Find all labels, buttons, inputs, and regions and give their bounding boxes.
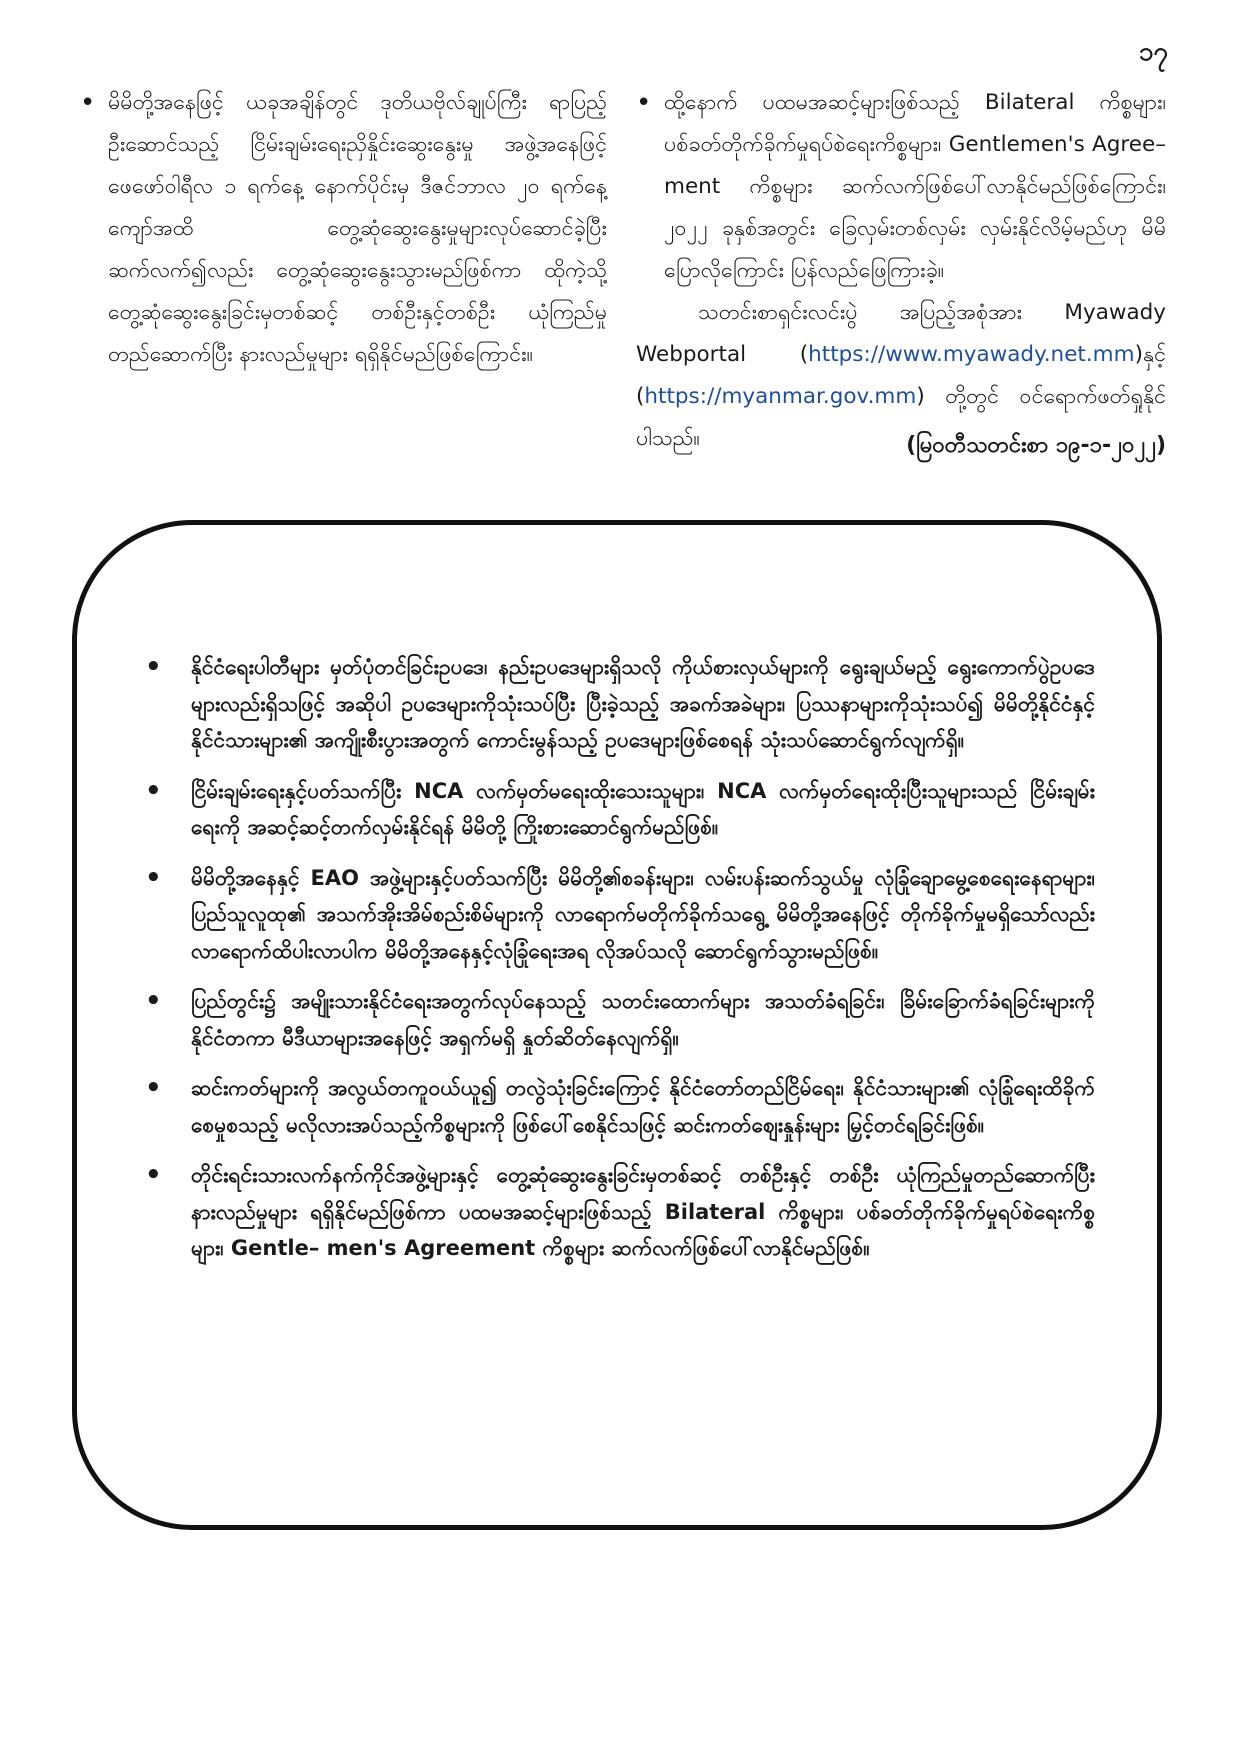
myanmar-gov-link[interactable]: https://myanmar.gov.mm	[644, 384, 917, 409]
portal-text-after: ) တို့တွင် ဝင်ရောက်ဖတ်ရှုနိုင်ပါသည်။	[636, 384, 1166, 451]
portal-text-before: သတင်းစာရှင်းလင်းပွဲ အပြည့်အစုံအား Myawady Webportal (	[636, 300, 1166, 367]
summary-box	[72, 520, 1162, 1530]
myawady-link[interactable]: https://www.myawady.net.mm	[808, 342, 1135, 367]
source-citation: (မြဝတီသတင်းစာ ၁၉-၁-၂၀၂၂)	[906, 433, 1166, 458]
summary-list	[137, 649, 1095, 1281]
left-column	[80, 82, 607, 376]
summary-item: • ငြိမ်းချမ်းရေးနှင့်ပတ်သက်ပြီး NCA လက်မှတ်မရေးထိုးသေးသူများ၊ NCA လက်မှတ်ရေးထိုးပြီးသူများသည် ငြိမ်းချမ်းရေးကို အဆင့်ဆင့်တက်လှမ်းနိုင်ရန် မိမိတို့ ကြိုးစားဆောင်ရွက်မည်ဖြစ်။	[137, 773, 1095, 846]
left-bullet-paragraph: • မိမိတို့အနေဖြင့် ယခုအချိန်တွင် ဒုတိယဗိုလ်ချုပ်ကြီး ရာပြည့် ဦးဆောင်သည့် ငြိမ်းချမ်းရေးညှိနှိုင်းဆွေးနွေးမှု အဖွဲ့အနေဖြင့် ဖေဖော်ဝါရီလ ၁ ရက်နေ့ နောက်ပိုင်းမှ ဒီဇင်ဘာလ ၂၀ ရက်နေ့ကျော်အထိ တွေ့ဆုံဆွေးနွေးမှုများလုပ်ဆောင်ခဲ့ပြီး ဆက်လက်၍လည်း တွေ့ဆုံဆွေးနွေးသွားမည်ဖြစ်ကာ ထိုကဲ့သို့ တွေ့ဆုံဆွေးနွေးခြင်းမှတစ်ဆင့် တစ်ဦးနှင့်တစ်ဦး ယုံကြည်မှုတည်ဆောက်ပြီး နားလည်မှုများ ရရှိနိုင်မည်ဖြစ်ကြောင်း။	[80, 82, 607, 376]
right-column	[636, 82, 1166, 460]
right-bullet-paragraph: • ထို့နောက် ပထမအဆင့်များဖြစ်သည့် Bilateral ကိစ္စများ၊ ပစ်ခတ်တိုက်ခိုက်မှုရပ်စဲရေးကိစ္စများ၊ Gentlemen's Agree–ment ကိစ္စများ ဆက်လက်ဖြစ်ပေါ်လာနိုင်မည်ဖြစ်ကြောင်း၊ ၂၀၂၂ ခုနှစ်အတွင်း ခြေလှမ်းတစ်လှမ်း လှမ်းနိုင်လိမ့်မည်ဟု မိမိပြောလိုကြောင်း ပြန်လည်ဖြေကြားခဲ့။	[636, 82, 1166, 292]
summary-item: • နိုင်ငံရေးပါတီများ မှတ်ပုံတင်ခြင်းဥပဒေ၊ နည်းဥပဒေများရှိသလို ကိုယ်စားလှယ်များကို ရွေးချယ်မည့် ရွေးကောက်ပွဲဥပဒေများလည်းရှိသဖြင့် အဆိုပါ ဥပဒေများကိုသုံးသပ်ပြီး ပြီးခဲ့သည့် အခက်အခဲများ၊ ပြဿနာများကိုသုံးသပ်၍ မိမိတို့နိုင်ငံနှင့် နိုင်ငံသားများ၏ အကျိုးစီးပွားအတွက် ကောင်းမွန်သည့် ဥပဒေများဖြစ်စေရန် သုံးသပ်ဆောင်ရွက်လျက်ရှိ။	[137, 649, 1095, 759]
portal-text-middle: )နှင့် (	[636, 342, 1166, 409]
page-number: ၁၇	[1138, 37, 1168, 67]
summary-item: • ပြည်တွင်း၌ အမျိုးသားနိုင်ငံရေးအတွက်လုပ်နေသည့် သတင်းထောက်များ အသတ်ခံရခြင်း၊ ခြိမ်းခြောက်ခံရခြင်းများကို နိုင်ငံတကာ မီဒီယာများအနေဖြင့် အရှက်မရှိ နှုတ်ဆိတ်နေလျက်ရှိ။	[137, 983, 1095, 1056]
summary-item: • မိမိတို့အနေနှင့် EAO အဖွဲ့များနှင့်ပတ်သက်ပြီး မိမိတို့၏စခန်းများ၊ လမ်းပန်းဆက်သွယ်မှု လုံခြုံချောမွေ့စေရေးနေရာများ၊ ပြည်သူလူထု၏ အသက်အိုးအိမ်စည်းစိမ်များကို လာရောက်မတိုက်ခိုက်သရွေ့ မိမိတို့အနေဖြင့် တိုက်ခိုက်မှုမရှိသော်လည်း လာရောက်ထိပါးလာပါက မိမိတို့အနေနှင့်လုံခြုံရေးအရ လိုအပ်သလို ဆောင်ရွက်သွားမည်ဖြစ်။	[137, 860, 1095, 970]
summary-item: • ဆင်းကတ်များကို အလွယ်တကူဝယ်ယူ၍ တလွဲသုံးခြင်းကြောင့် နိုင်ငံတော်တည်ငြိမ်ရေး၊ နိုင်ငံသားများ၏ လုံခြုံရေးထိခိုက်စေမှုစသည့် မလိုလားအပ်သည့်ကိစ္စများကို ဖြစ်ပေါ်စေနိုင်သဖြင့် ဆင်းကတ်ဈေးနှုန်းများ မြှင့်တင်ရခြင်းဖြစ်။	[137, 1070, 1095, 1143]
summary-item: • တိုင်းရင်းသားလက်နက်ကိုင်အဖွဲ့များနှင့် တွေ့ဆုံဆွေးနွေးခြင်းမှတစ်ဆင့် တစ်ဦးနှင့် တစ်ဦး ယုံကြည်မှုတည်ဆောက်ပြီး နားလည်မှုများ ရရှိနိုင်မည်ဖြစ်ကာ ပထမအဆင့်များဖြစ်သည့် Bilateral ကိစ္စများ၊ ပစ်ခတ်တိုက်ခိုက်မှုရပ်စဲရေးကိစ္စများ၊ Gentle– men's Agreement ကိစ္စများ ဆက်လက်ဖြစ်ပေါ်လာနိုင်မည်ဖြစ်။	[137, 1157, 1095, 1267]
